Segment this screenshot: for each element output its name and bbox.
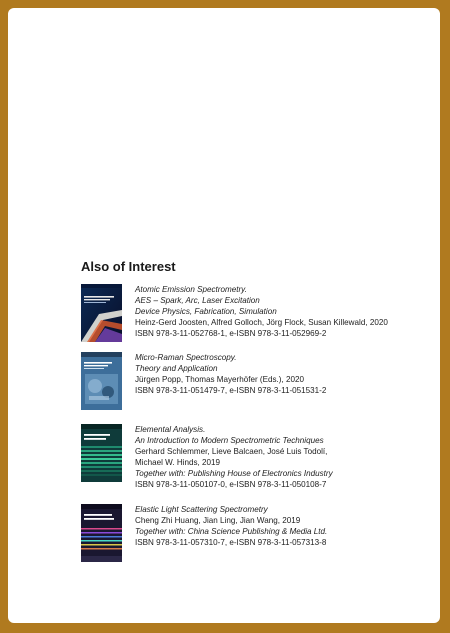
book-isbn: ISBN 978-3-11-057310-7, e-ISBN 978-3-11-057313-8	[135, 538, 327, 547]
book-subtitle: An Introduction to Modern Spectrometric Techniques	[135, 436, 324, 445]
book-authors: Heinz-Gerd Joosten, Alfred Golloch, Jörg Flock, Susan Killewald, 2020	[135, 318, 388, 327]
book-details	[135, 284, 388, 339]
book-subtitle: Theory and Application	[135, 364, 218, 373]
book-subtitle: Device Physics, Fabrication, Simulation	[135, 307, 277, 316]
book-title: Elemental Analysis.	[135, 425, 206, 434]
book-authors: Gerhard Schlemmer, Lieve Balcaen, José Luis Todolí,	[135, 447, 328, 456]
book-authors: Jürgen Popp, Thomas Mayerhöfer (Eds.), 2020	[135, 375, 305, 384]
book-cover-image	[81, 352, 122, 410]
book-copublisher: Together with: China Science Publishing & Media Ltd.	[135, 527, 328, 536]
book-details	[135, 352, 326, 396]
book-copublisher: Together with: Publishing House of Electronics Industry	[135, 469, 333, 478]
book-isbn: ISBN 978-3-11-051479-7, e-ISBN 978-3-11-051531-2	[135, 386, 327, 395]
book-title: Atomic Emission Spectrometry.	[135, 285, 247, 294]
book-title: Elastic Light Scattering Spectrometry	[135, 505, 268, 514]
book-authors: Cheng Zhi Huang, Jian Ling, Jian Wang, 2019	[135, 516, 301, 525]
book-details	[135, 504, 327, 548]
book-cover-image	[81, 504, 122, 562]
document-page	[8, 8, 440, 623]
book-title: Micro-Raman Spectroscopy.	[135, 353, 237, 362]
book-subtitle: AES – Spark, Arc, Laser Excitation	[135, 296, 260, 305]
book-details	[135, 424, 333, 490]
section-heading: Also of Interest	[81, 259, 176, 274]
book-isbn: ISBN 978-3-11-052768-1, e-ISBN 978-3-11-052969-2	[135, 329, 327, 338]
book-isbn: ISBN 978-3-11-050107-0, e-ISBN 978-3-11-050108-7	[135, 480, 327, 489]
book-cover-image	[81, 284, 122, 342]
book-authors: Michael W. Hinds, 2019	[135, 458, 221, 467]
book-cover-image	[81, 424, 122, 482]
